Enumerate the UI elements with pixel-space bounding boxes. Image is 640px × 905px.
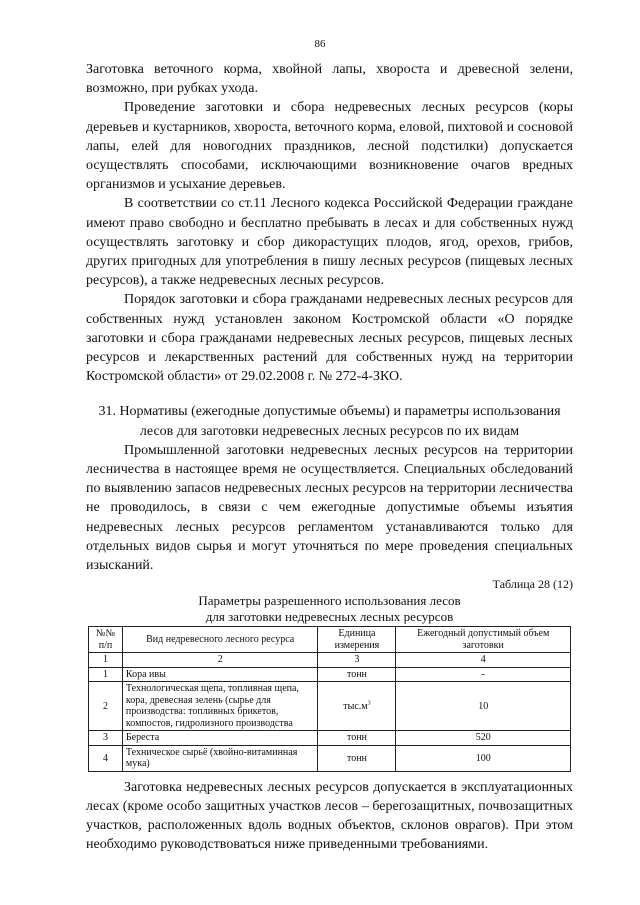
- unit-exponent: 3: [367, 700, 371, 707]
- column-number: 1: [89, 653, 123, 668]
- table-row: [89, 682, 571, 731]
- resource-type: Техническое сырьё (хвойно-витаминная мука): [122, 745, 318, 771]
- table-row: [89, 745, 571, 771]
- table-caption-line-2: для заготовки недревесных лесных ресурсов: [205, 609, 454, 625]
- unit: [318, 731, 396, 746]
- table-reference: Таблица 28 (12): [492, 577, 573, 592]
- page-number: 86: [314, 38, 326, 50]
- table-caption-line-1: Параметры разрешенного использования лесов: [198, 593, 461, 609]
- paragraph-branch-feed: Заготовка веточного корма, хвойной лапы, хвороста и древесной зелени, возможно, при рубках ухода.: [86, 62, 573, 97]
- resource-type: Береста: [122, 731, 318, 746]
- table-column-number-row: [89, 653, 571, 668]
- header-resource-type: Вид недревесного лесного ресурса: [122, 627, 318, 653]
- header-unit: Единица измерения: [318, 627, 396, 653]
- unit: [318, 667, 396, 682]
- paragraph-industrial-harvest: Промышленной заготовки недревесных лесных ресурсов на территории лесничества в настоящее время не осуществляется. Специальных обследований по выявлению запасов недревесных лесных ресурсов на территории лесничества не проводилось, в связи с чем ежегодные допустимые объемы изъятия недревесных лесных ресурсов регламентом устанавливаются только для отдельных видов сырья и могут уточняться по мере проведения специальных изысканий.: [86, 442, 573, 574]
- paragraph-forest-code: В соответствии со ст.11 Лесного кодекса Российской Федерации граждане имеют право свободно и бесплатно пребывать в лесах и для собственных нужд осуществлять заготовку и сбор дикорастущих плодов, ягод, орехов, грибов, других пригодных для употребления в пишу лесных ресурсов (пищевых лесных ресурсов), а также недревесных лесных ресурсов.: [86, 196, 573, 289]
- column-number: 2: [122, 653, 318, 668]
- header-annual-volume: Ежегодный допустимый объем заготовки: [396, 627, 571, 653]
- resource-type: Кора ивы: [122, 667, 318, 682]
- header-number: №№ п/п: [89, 627, 123, 653]
- row-number: 4: [89, 745, 123, 771]
- row-number: 2: [89, 682, 123, 731]
- paragraph-harvest-allowed: Заготовка недревесных лесных ресурсов допускается в эксплуатационных лесах (кроме особо защитных участков лесов – берегозащитных, почвозащитных участков, расположенных вдоль водных объектов, склонов оврагов). При этом необходимо руководствоваться ниже приведенными требованиями.: [86, 779, 573, 853]
- unit-text: тонн: [346, 732, 367, 744]
- paragraph-regional-law: Порядок заготовки и сбора гражданами недревесных лесных ресурсов для собственных нужд установлен законом Костромской области «О порядке заготовки и сбора гражданами недревесных лесных ресурсов, пищевых лесных ресурсов и лекарственных растений для собственных нужд на территории Костромской области» от 29.02.2008 г. № 272-4-ЗКО.: [86, 292, 573, 385]
- unit: [318, 745, 396, 771]
- table-caption: [86, 593, 573, 625]
- unit-text: тонн: [346, 668, 367, 680]
- table-row: [89, 731, 571, 746]
- annual-volume: -: [396, 667, 571, 682]
- row-number: 3: [89, 731, 123, 746]
- row-number: 1: [89, 667, 123, 682]
- table-row: [89, 667, 571, 682]
- annual-volume: 520: [396, 731, 571, 746]
- column-number: 4: [396, 653, 571, 668]
- table-header-row: [89, 627, 571, 653]
- document-body: [86, 60, 573, 855]
- unit: [318, 682, 396, 731]
- resource-type: Технологическая щепа, топливная щепа, кора, древесная зелень (сырье для производства: топливных брикетов, компостов, гидролизного производства: [122, 682, 318, 731]
- unit-text: тыс.м: [343, 700, 368, 712]
- annual-volume: 10: [396, 682, 571, 731]
- unit-text: тонн: [346, 752, 367, 764]
- annual-volume: 100: [396, 745, 571, 771]
- column-number: 3: [318, 653, 396, 668]
- non-timber-resources-table: [88, 626, 571, 772]
- paragraph-harvest-methods: Проведение заготовки и сбора недревесных лесных ресурсов (коры деревьев и кустарников, хвороста, веточного корма, еловой, пихтовой и сосновой лапы, елей для новогодних праздников, лесной подстилки) допускается осуществлять способами, исключающими возникновение очагов вредных организмов и усыхание деревьев.: [86, 100, 573, 193]
- section-title: 31. Нормативы (ежегодные допустимые объемы) и параметры использования лесов для заготовки недревесных лесных ресурсов по их видам: [98, 404, 561, 439]
